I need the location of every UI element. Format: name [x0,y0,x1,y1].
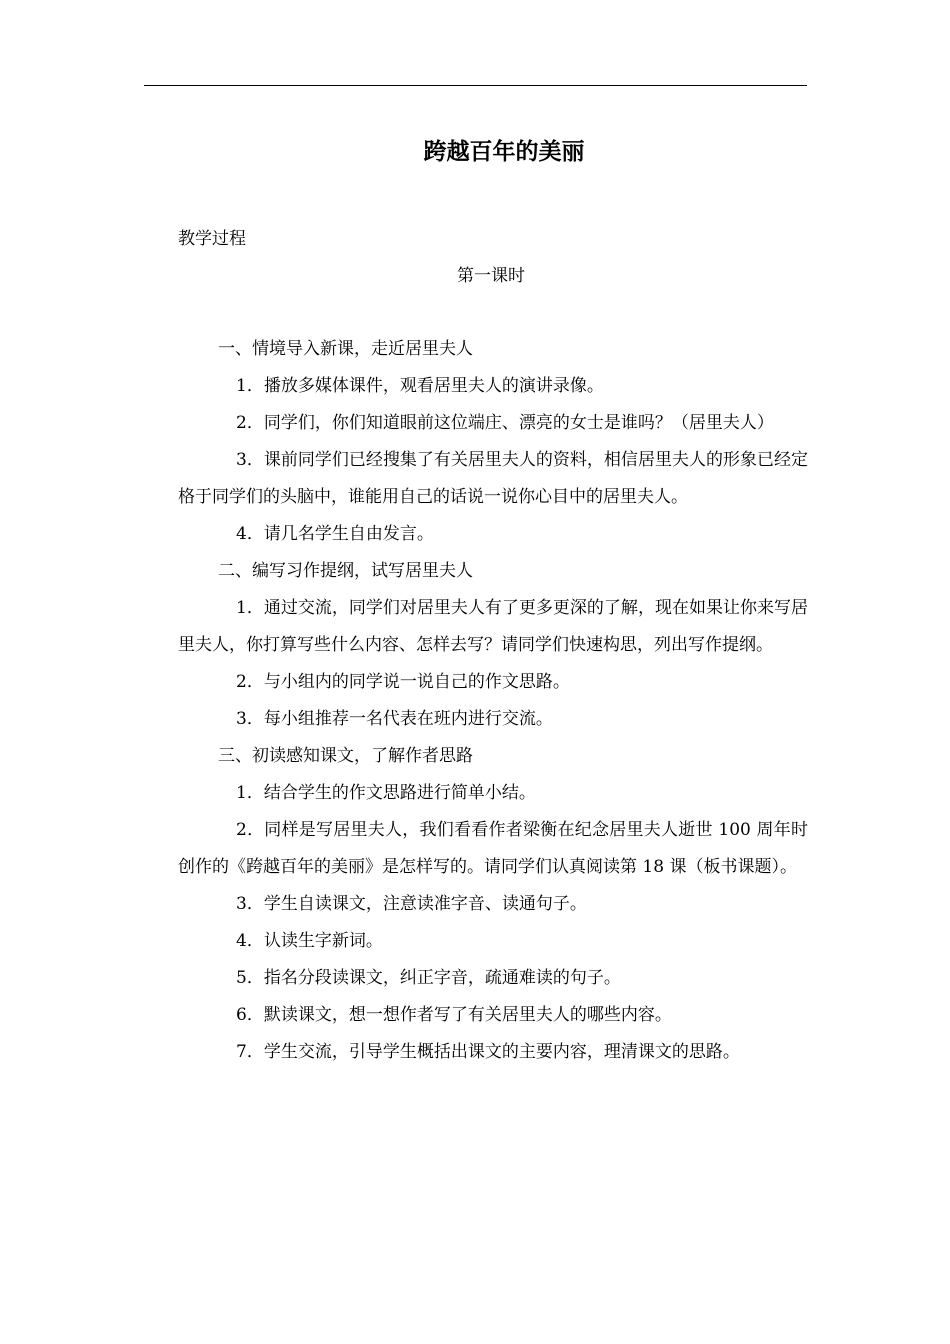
lesson-subtitle: 第一课时 [457,266,525,286]
list-item: 6．默读课文，想一想作者写了有关居里夫人的哪些内容。 [236,1005,672,1025]
list-item: 1．通过交流，同学们对居里夫人有了更多更深的了解，现在如果让你来写居里夫人，你打算写些什么内容、怎样去写？请同学们快速构思，列出写作提纲。 [178,598,808,655]
heading-paragraph: 一、情境导入新课，走近居里夫人 [218,339,473,359]
list-item: 4．请几名学生自由发言。 [236,524,434,544]
list-item: 7．学生交流，引导学生概括出课文的主要内容，理清课文的思路。 [236,1042,740,1062]
document-title: 跨越百年的美丽 [423,138,585,165]
list-item: 1．结合学生的作文思路进行简单小结。 [236,783,536,803]
list-item: 2．同学们，你们知道眼前这位端庄、漂亮的女士是谁吗？（居里夫人） [236,413,774,433]
list-item: 3．每小组推荐一名代表在班内进行交流。 [236,709,553,729]
list-item: 2．与小组内的同学说一说自己的作文思路。 [236,672,570,692]
list-item: 4．认读生字新词。 [236,931,383,951]
list-item: 2．同样是写居里夫人，我们看看作者梁衡在纪念居里夫人逝世 100 周年时创作的《跨越百年的美丽》是怎样写的。请同学们认真阅读第 18 课（板书课题）。 [178,820,808,877]
list-item: 5．指名分段读课文，纠正字音，疏通难读的句子。 [236,968,621,988]
list-item: 3．课前同学们已经搜集了有关居里夫人的资料，相信居里夫人的形象已经定格于同学们的头脑中，谁能用自己的话说一说你心目中的居里夫人。 [178,450,808,507]
heading-paragraph: 二、编写习作提纲，试写居里夫人 [218,561,473,581]
list-item: 1．播放多媒体课件，观看居里夫人的演讲录像。 [236,376,604,396]
section-label: 教学过程 [178,229,246,249]
header-rule [144,85,807,86]
list-item: 3．学生自读课文，注意读准字音、读通句子。 [236,894,587,914]
document-body [178,331,808,1071]
heading-paragraph: 三、初读感知课文，了解作者思路 [218,746,473,766]
